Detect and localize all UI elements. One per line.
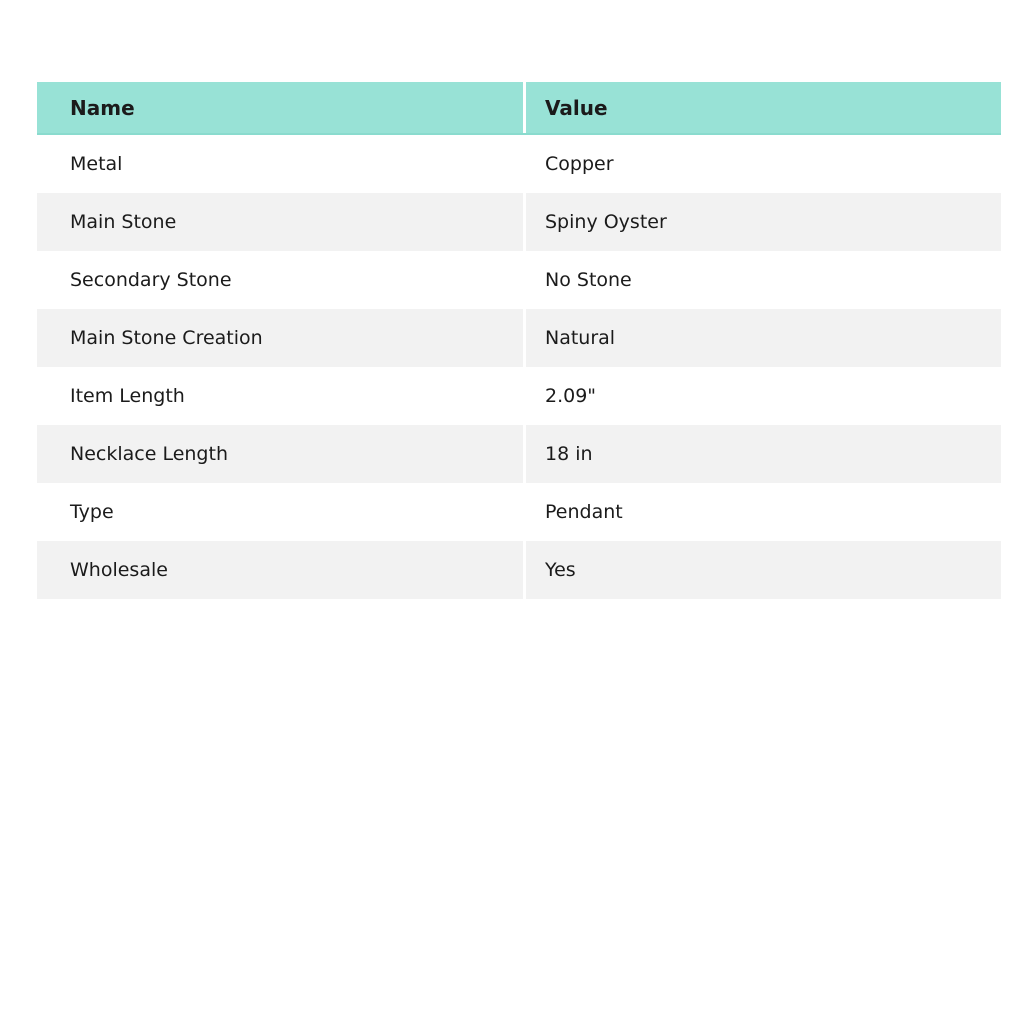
spec-value-cell: Yes: [523, 541, 1001, 599]
table-row: [37, 425, 1001, 483]
table-body: [37, 135, 1001, 599]
spec-name-cell: Main Stone: [70, 211, 177, 233]
spec-name-cell: Metal: [70, 153, 123, 175]
spec-name-cell: Wholesale: [70, 559, 168, 581]
product-specs-table: [37, 82, 1001, 599]
table-row: [37, 309, 1001, 367]
spec-name-cell: Main Stone Creation: [70, 327, 263, 349]
table-row: [37, 251, 1001, 309]
spec-value-cell: 18 in: [523, 425, 1001, 483]
table-row: [37, 193, 1001, 251]
spec-value-cell: No Stone: [523, 251, 1001, 309]
spec-value-cell: Spiny Oyster: [523, 193, 1001, 251]
table-row: [37, 367, 1001, 425]
table-row: [37, 541, 1001, 599]
spec-name-cell: Necklace Length: [70, 443, 228, 465]
spec-value-cell: Copper: [523, 135, 1001, 193]
spec-name-cell: Secondary Stone: [70, 269, 232, 291]
spec-value-cell: Pendant: [523, 483, 1001, 541]
spec-name-cell: Item Length: [70, 385, 185, 407]
table-header-row: [37, 82, 1001, 135]
spec-value-cell: Natural: [523, 309, 1001, 367]
column-header-value: Value: [523, 82, 1001, 133]
table-row: [37, 135, 1001, 193]
spec-value-cell: 2.09": [523, 367, 1001, 425]
spec-name-cell: Type: [70, 501, 114, 523]
column-header-name: Name: [70, 95, 135, 120]
table-row: [37, 483, 1001, 541]
